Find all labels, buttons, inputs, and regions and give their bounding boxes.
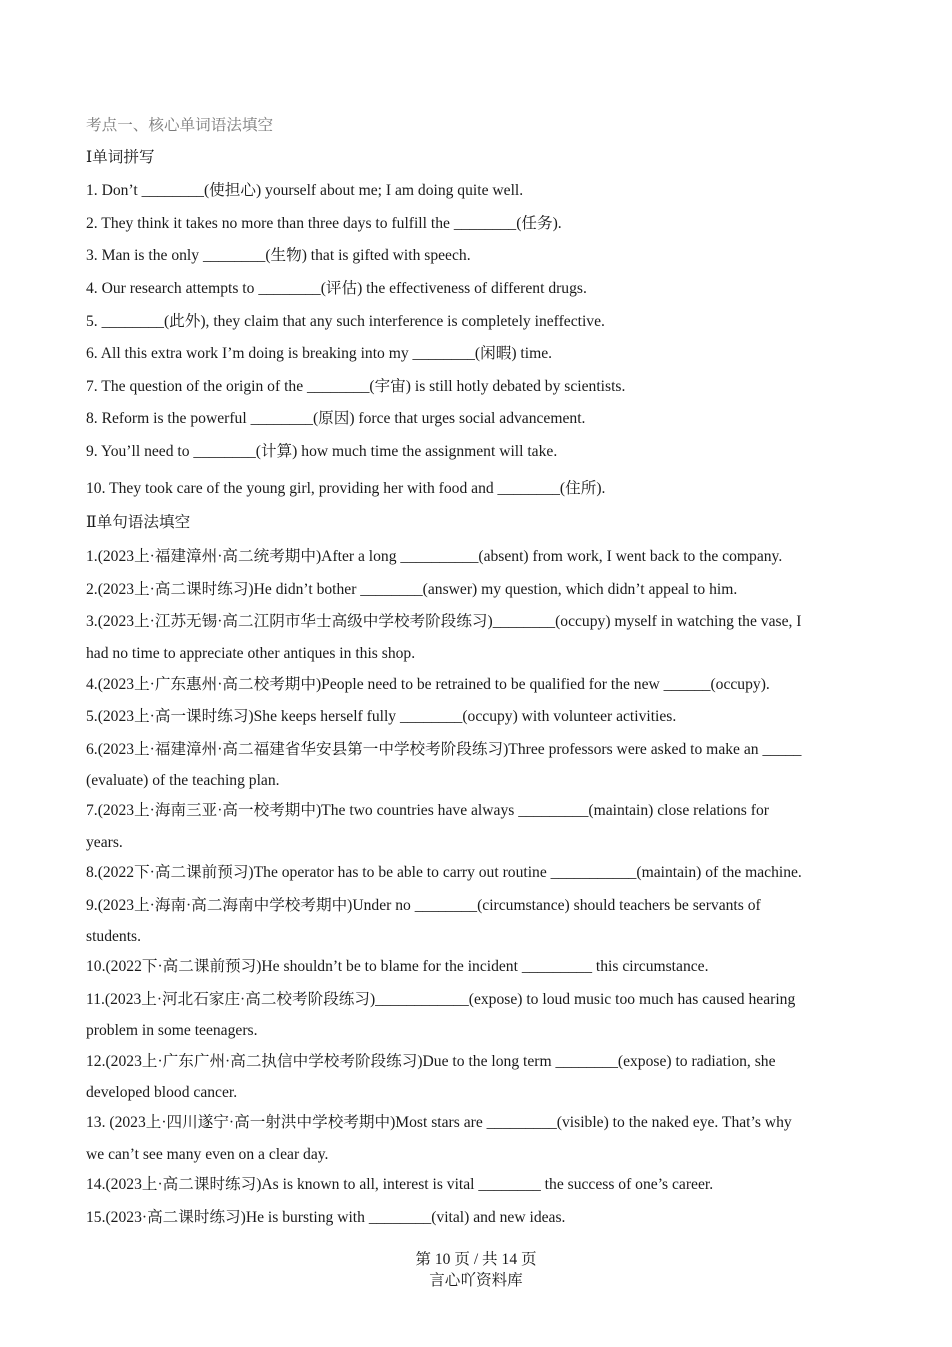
grammar-line: 3.(2023上·江苏无锡·高二江阴市华士高级中学校考阶段练习)________(occupy) myself in watching the vase, I [86, 613, 802, 630]
page-indicator: 第 10 页 / 共 14 页 [415, 1251, 537, 1268]
grammar-line: 5.(2023上·高一课时练习)She keeps herself fully ________(occupy) with volunteer activities. [86, 708, 677, 725]
spelling-item-2: 2. They think it takes no more than three days to fulfill the ________(任务). [86, 215, 562, 232]
source-label: 言心吖资料库 [429, 1272, 523, 1289]
part-2-title: Ⅱ单句语法填空 [86, 514, 191, 531]
spelling-item-6: 6. All this extra work I’m doing is breaking into my ________(闲暇) time. [86, 345, 553, 362]
spelling-item-4: 4. Our research attempts to ________(评估) the effectiveness of different drugs. [86, 280, 587, 297]
grammar-line: 7.(2023上·海南三亚·高一校考期中)The two countries have always _________(maintain) close relations for [86, 802, 769, 819]
spelling-item-9: 9. You’ll need to ________(计算) how much time the assignment will take. [86, 443, 558, 460]
spelling-item-7: 7. The question of the origin of the ________(宇宙) is still hotly debated by scientists. [86, 378, 626, 395]
grammar-line: developed blood cancer. [86, 1084, 238, 1101]
grammar-line: 15.(2023·高二课时练习)He is bursting with ________(vital) and new ideas. [86, 1209, 566, 1226]
grammar-line: 12.(2023上·广东广州·高二执信中学校考阶段练习)Due to the long term ________(expose) to radiation, she [86, 1053, 776, 1070]
grammar-line: problem in some teenagers. [86, 1022, 258, 1039]
grammar-line: we can’t see many even on a clear day. [86, 1146, 329, 1163]
grammar-line: 13. (2023上·四川遂宁·高一射洪中学校考期中)Most stars are _________(visible) to the naked eye. That’s why [86, 1114, 792, 1131]
part-1-title: Ⅰ单词拼写 [86, 149, 155, 166]
section-title: 考点一、核心单词语法填空 [86, 117, 274, 134]
grammar-line: 11.(2023上·河北石家庄·高二校考阶段练习)____________(expose) to loud music too much has caused hearing [86, 991, 796, 1008]
spelling-item-1: 1. Don’t ________(使担心) yourself about me; I am doing quite well. [86, 182, 524, 199]
grammar-line: 2.(2023上·高二课时练习)He didn’t bother ________(answer) my question, which didn’t appeal to him. [86, 581, 738, 598]
grammar-line: 9.(2023上·海南·高二海南中学校考期中)Under no ________(circumstance) should teachers be servants of [86, 897, 761, 914]
grammar-line: students. [86, 928, 142, 945]
grammar-line: 8.(2022下·高二课前预习)The operator has to be able to carry out routine ___________(maintain) of the machine. [86, 864, 802, 881]
spelling-item-8: 8. Reform is the powerful ________(原因) force that urges social advancement. [86, 410, 586, 427]
grammar-line: had no time to appreciate other antiques in this shop. [86, 645, 416, 662]
spelling-item-10: 10. They took care of the young girl, providing her with food and ________(住所). [86, 480, 606, 497]
grammar-line: (evaluate) of the teaching plan. [86, 772, 280, 789]
spelling-item-5: 5. ________(此外), they claim that any such interference is completely ineffective. [86, 313, 605, 330]
grammar-line: 4.(2023上·广东惠州·高二校考期中)People need to be retrained to be qualified for the new ______(occupy). [86, 676, 770, 693]
grammar-line: 1.(2023上·福建漳州·高二统考期中)After a long __________(absent) from work, I went back to the company. [86, 548, 783, 565]
grammar-line: years. [86, 834, 123, 851]
grammar-line: 10.(2022下·高二课前预习)He shouldn’t be to blame for the incident _________ this circumstance. [86, 958, 709, 975]
grammar-line: 14.(2023上·高二课时练习)As is known to all, interest is vital ________ the success of one’s career. [86, 1176, 714, 1193]
grammar-line: 6.(2023上·福建漳州·高二福建省华安县第一中学校考阶段练习)Three professors were asked to make an _____ [86, 741, 802, 758]
spelling-item-3: 3. Man is the only ________(生物) that is gifted with speech. [86, 247, 471, 264]
